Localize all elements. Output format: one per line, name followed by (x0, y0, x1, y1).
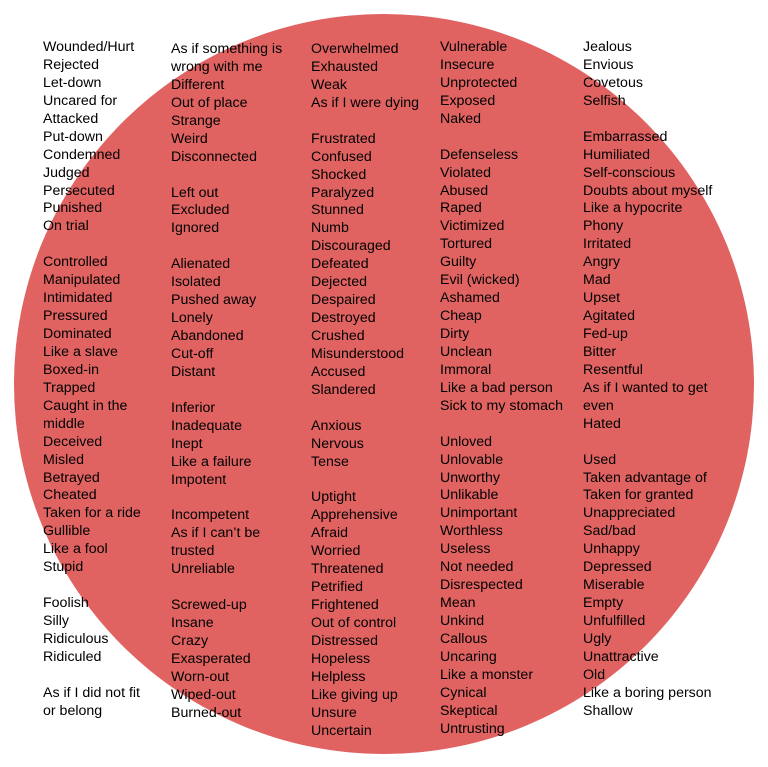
feeling-word: Envious (583, 56, 634, 73)
feeling-word: Judged (43, 164, 90, 181)
feeling-word: As if something is (171, 41, 283, 57)
feeling-word: Evil (wicked) (440, 272, 520, 289)
feeling-word: Let-down (43, 74, 102, 91)
feeling-word: Worthless (440, 523, 503, 540)
feeling-word: Overwhelmed (311, 41, 399, 57)
feeling-word: Sick to my stomach (440, 397, 563, 414)
feeling-word: Pressured (43, 308, 108, 325)
feeling-word: Cheated (43, 487, 97, 504)
feeling-word: Burned-out (171, 704, 242, 721)
feeling-word: Tortured (440, 236, 493, 253)
feelings-column-4 (440, 39, 563, 739)
feeling-word: Unclean (440, 343, 493, 360)
feeling-word: Isolated (171, 274, 221, 291)
feeling-word: Attacked (43, 110, 99, 127)
feeling-word: Doubts about myself (583, 182, 713, 199)
feeling-word: Taken advantage of (583, 469, 707, 486)
feeling-word: Unfulfilled (583, 613, 646, 629)
feeling-word: Uptight (311, 489, 356, 506)
feeling-word: Hated (583, 415, 621, 432)
feeling-word: Helpless (311, 668, 366, 685)
feeling-word: Insecure (440, 56, 495, 73)
feelings-column-5 (583, 39, 712, 721)
feeling-word: Unattractive (583, 648, 659, 665)
feeling-word: Weak (311, 76, 348, 93)
feeling-word: Misled (43, 451, 84, 468)
feeling-word: Unappreciated (583, 505, 676, 522)
feeling-word: wrong with me (171, 58, 263, 75)
feeling-word: Disrespected (440, 577, 523, 594)
feeling-word: Hopeless (311, 650, 371, 667)
feeling-word: Unlovable (440, 451, 504, 468)
feeling-word: Discouraged (311, 238, 391, 255)
feeling-word: Fed-up (583, 326, 628, 342)
feeling-word: Embarrassed (583, 128, 668, 145)
feeling-word: Like a hypocrite (583, 200, 683, 217)
feeling-word: Empty (583, 595, 624, 612)
feeling-word: Unprotected (440, 74, 518, 91)
feeling-word: Condemned (43, 146, 121, 163)
feeling-word: Unimportant (440, 505, 518, 522)
feeling-word: Foolish (43, 595, 89, 612)
feeling-word: Inadequate (171, 417, 243, 434)
feelings-column-1 (43, 39, 141, 721)
feeling-word: Like a failure (171, 453, 252, 470)
feeling-word: Taken for granted (583, 487, 694, 504)
feeling-word: Silly (43, 613, 70, 629)
feeling-word: Callous (440, 630, 488, 647)
feeling-word: Upset (583, 290, 621, 307)
feeling-word: Wiped-out (171, 686, 236, 703)
feeling-word: Like giving up (311, 686, 398, 703)
feeling-word: Dirty (440, 326, 470, 342)
feeling-word: Crushed (311, 328, 365, 344)
feeling-word: Like a monster (440, 666, 534, 683)
feeling-word: Selfish (583, 92, 626, 109)
feeling-word: Unreliable (171, 561, 235, 578)
feeling-word: Disconnected (171, 148, 257, 165)
feeling-word: Uncared for (43, 92, 118, 109)
feeling-word: Skeptical (440, 702, 498, 719)
feeling-word: Raped (440, 200, 482, 217)
feeling-word: Petrified (311, 579, 364, 596)
feeling-word: Gullible (43, 523, 91, 540)
feeling-word: On trial (43, 218, 89, 235)
feeling-word: even (583, 397, 614, 414)
feeling-word: Unsure (311, 704, 357, 721)
feeling-word: Sad/bad (583, 523, 636, 540)
feeling-word: Bitter (583, 343, 617, 360)
feeling-word: Cynical (440, 684, 487, 701)
feeling-word: Afraid (311, 525, 349, 542)
feeling-word: Frustrated (311, 130, 376, 147)
spacer (440, 416, 563, 434)
feeling-word: Ridiculed (43, 648, 102, 665)
spacer (43, 236, 141, 254)
feeling-word: Accused (311, 363, 366, 380)
feeling-word: Threatened (311, 561, 384, 578)
feeling-word: Unworthy (440, 469, 500, 486)
feeling-word: Cheap (440, 308, 482, 325)
spacer (171, 489, 282, 507)
feeling-word: Ugly (583, 630, 612, 647)
feeling-word: Inept (171, 435, 203, 452)
feeling-word: Mad (583, 272, 611, 289)
feeling-word: As if I were dying (311, 94, 420, 111)
feeling-word: Wounded/Hurt (43, 39, 135, 55)
feeling-word: Pushed away (171, 292, 257, 309)
feeling-word: Nervous (311, 435, 364, 452)
feeling-word: Uncaring (440, 648, 497, 665)
spacer (171, 167, 282, 185)
feeling-word: Inferior (171, 399, 216, 416)
feeling-word: Stunned (311, 202, 364, 219)
spacer (440, 129, 563, 147)
feeling-word: Dejected (311, 274, 367, 291)
feeling-word: Ignored (171, 220, 220, 237)
feeling-word: Resentful (583, 361, 643, 378)
feeling-word: Mean (440, 595, 476, 612)
feeling-word: Naked (440, 110, 482, 127)
feeling-word: Slandered (311, 381, 376, 398)
feeling-word: Like a boring person (583, 684, 712, 701)
feeling-word: Distant (171, 363, 216, 380)
feeling-word: Self-conscious (583, 164, 676, 181)
feeling-word: Strange (171, 112, 221, 129)
feeling-word: Rejected (43, 56, 99, 73)
feeling-word: Shallow (583, 702, 633, 719)
feeling-word: Irritated (583, 236, 632, 253)
feeling-word: Lonely (171, 310, 213, 327)
feeling-word: Like a slave (43, 343, 118, 360)
feeling-word: Cut-off (171, 345, 214, 362)
feeling-word: Alienated (171, 256, 231, 273)
feeling-word: Untrusting (440, 720, 505, 737)
spacer (583, 111, 712, 129)
feeling-word: Used (583, 451, 617, 468)
feeling-word: Violated (440, 164, 492, 181)
feeling-word: Shocked (311, 166, 367, 183)
feeling-word: Controlled (43, 254, 108, 271)
feeling-word: Crazy (171, 632, 209, 649)
feeling-word: Unkind (440, 613, 485, 629)
feeling-word: Abused (440, 182, 489, 199)
spacer (171, 579, 282, 597)
feeling-word: Distressed (311, 632, 379, 649)
spacer (171, 382, 282, 400)
spacer (311, 472, 419, 490)
feeling-word: Destroyed (311, 310, 376, 327)
feeling-word: or belong (43, 702, 103, 719)
feeling-word: As if I can’t be (171, 525, 261, 542)
feeling-word: Intimidated (43, 290, 113, 307)
spacer (171, 238, 282, 256)
feeling-word: Betrayed (43, 469, 100, 486)
feeling-word: Defenseless (440, 146, 519, 163)
feeling-word: Deceived (43, 433, 103, 450)
feeling-word: Put-down (43, 128, 103, 145)
feeling-word: Excluded (171, 202, 230, 219)
feeling-word: Frightened (311, 597, 379, 614)
feeling-word: Persecuted (43, 182, 115, 199)
feeling-word: Exhausted (311, 58, 379, 75)
feeling-word: Screwed-up (171, 597, 247, 614)
spacer (583, 434, 712, 452)
feeling-word: Abandoned (171, 328, 244, 344)
feeling-word: Vulnerable (440, 39, 508, 55)
feeling-word: Humiliated (583, 146, 651, 163)
feeling-word: Exasperated (171, 650, 251, 667)
feelings-column-3 (311, 41, 419, 741)
feeling-word: Worn-out (171, 668, 230, 685)
feelings-column-2 (171, 41, 282, 723)
feeling-word: Ashamed (440, 290, 500, 307)
feeling-word: Victimized (440, 218, 505, 235)
feeling-word: Apprehensive (311, 507, 398, 524)
feeling-word: As if I wanted to get (583, 379, 708, 396)
feeling-word: Insane (171, 615, 214, 631)
feeling-word: Incompetent (171, 507, 250, 524)
feeling-word: Like a fool (43, 541, 108, 558)
feeling-word: Useless (440, 541, 491, 558)
feeling-word: Impotent (171, 471, 227, 488)
feeling-word: Immoral (440, 361, 492, 378)
feeling-word: Not needed (440, 559, 514, 576)
feeling-word: Uncertain (311, 722, 372, 739)
feeling-word: Old (583, 666, 606, 683)
spacer (311, 113, 419, 131)
feeling-word: Unlikable (440, 487, 499, 504)
feeling-word: Weird (171, 130, 208, 147)
feeling-word: Anxious (311, 417, 362, 434)
feeling-word: Exposed (440, 92, 496, 109)
feeling-word: Stupid (43, 559, 84, 576)
feeling-word: Boxed-in (43, 361, 99, 378)
feeling-word: Covetous (583, 74, 643, 91)
feeling-word: Unhappy (583, 541, 640, 558)
feeling-word: Dominated (43, 326, 112, 342)
feeling-word: Left out (171, 184, 219, 201)
feeling-word: Like a bad person (440, 379, 553, 396)
feeling-word: Numb (311, 220, 349, 237)
feeling-word: Different (171, 76, 225, 93)
feeling-word: Despaired (311, 292, 376, 309)
feeling-word: Paralyzed (311, 184, 375, 201)
feeling-word: Out of control (311, 615, 397, 631)
feeling-word: Unloved (440, 433, 493, 450)
feeling-word: Phony (583, 218, 624, 235)
feeling-word: Depressed (583, 559, 652, 576)
feeling-word: Confused (311, 148, 372, 165)
feeling-word: Agitated (583, 308, 636, 325)
feeling-word: Manipulated (43, 272, 121, 289)
feeling-word: Angry (583, 254, 621, 271)
feeling-word: Out of place (171, 94, 248, 111)
feeling-word: Trapped (43, 379, 96, 396)
feeling-word: middle (43, 415, 85, 432)
feeling-word: As if I did not fit (43, 684, 140, 701)
feeling-word: Miserable (583, 577, 645, 594)
spacer (43, 667, 141, 685)
spacer (43, 577, 141, 595)
feeling-word: Caught in the (43, 397, 128, 414)
spacer (311, 400, 419, 418)
feeling-word: Tense (311, 453, 349, 470)
feeling-word: Taken for a ride (43, 505, 141, 522)
feeling-word: Ridiculous (43, 630, 109, 647)
feeling-word: Jealous (583, 39, 632, 55)
feeling-word: Guilty (440, 254, 477, 271)
feeling-word: Worried (311, 543, 361, 560)
feeling-word: trusted (171, 543, 215, 560)
feeling-word: Punished (43, 200, 103, 217)
feeling-word: Misunderstood (311, 345, 405, 362)
feeling-word: Defeated (311, 256, 369, 273)
